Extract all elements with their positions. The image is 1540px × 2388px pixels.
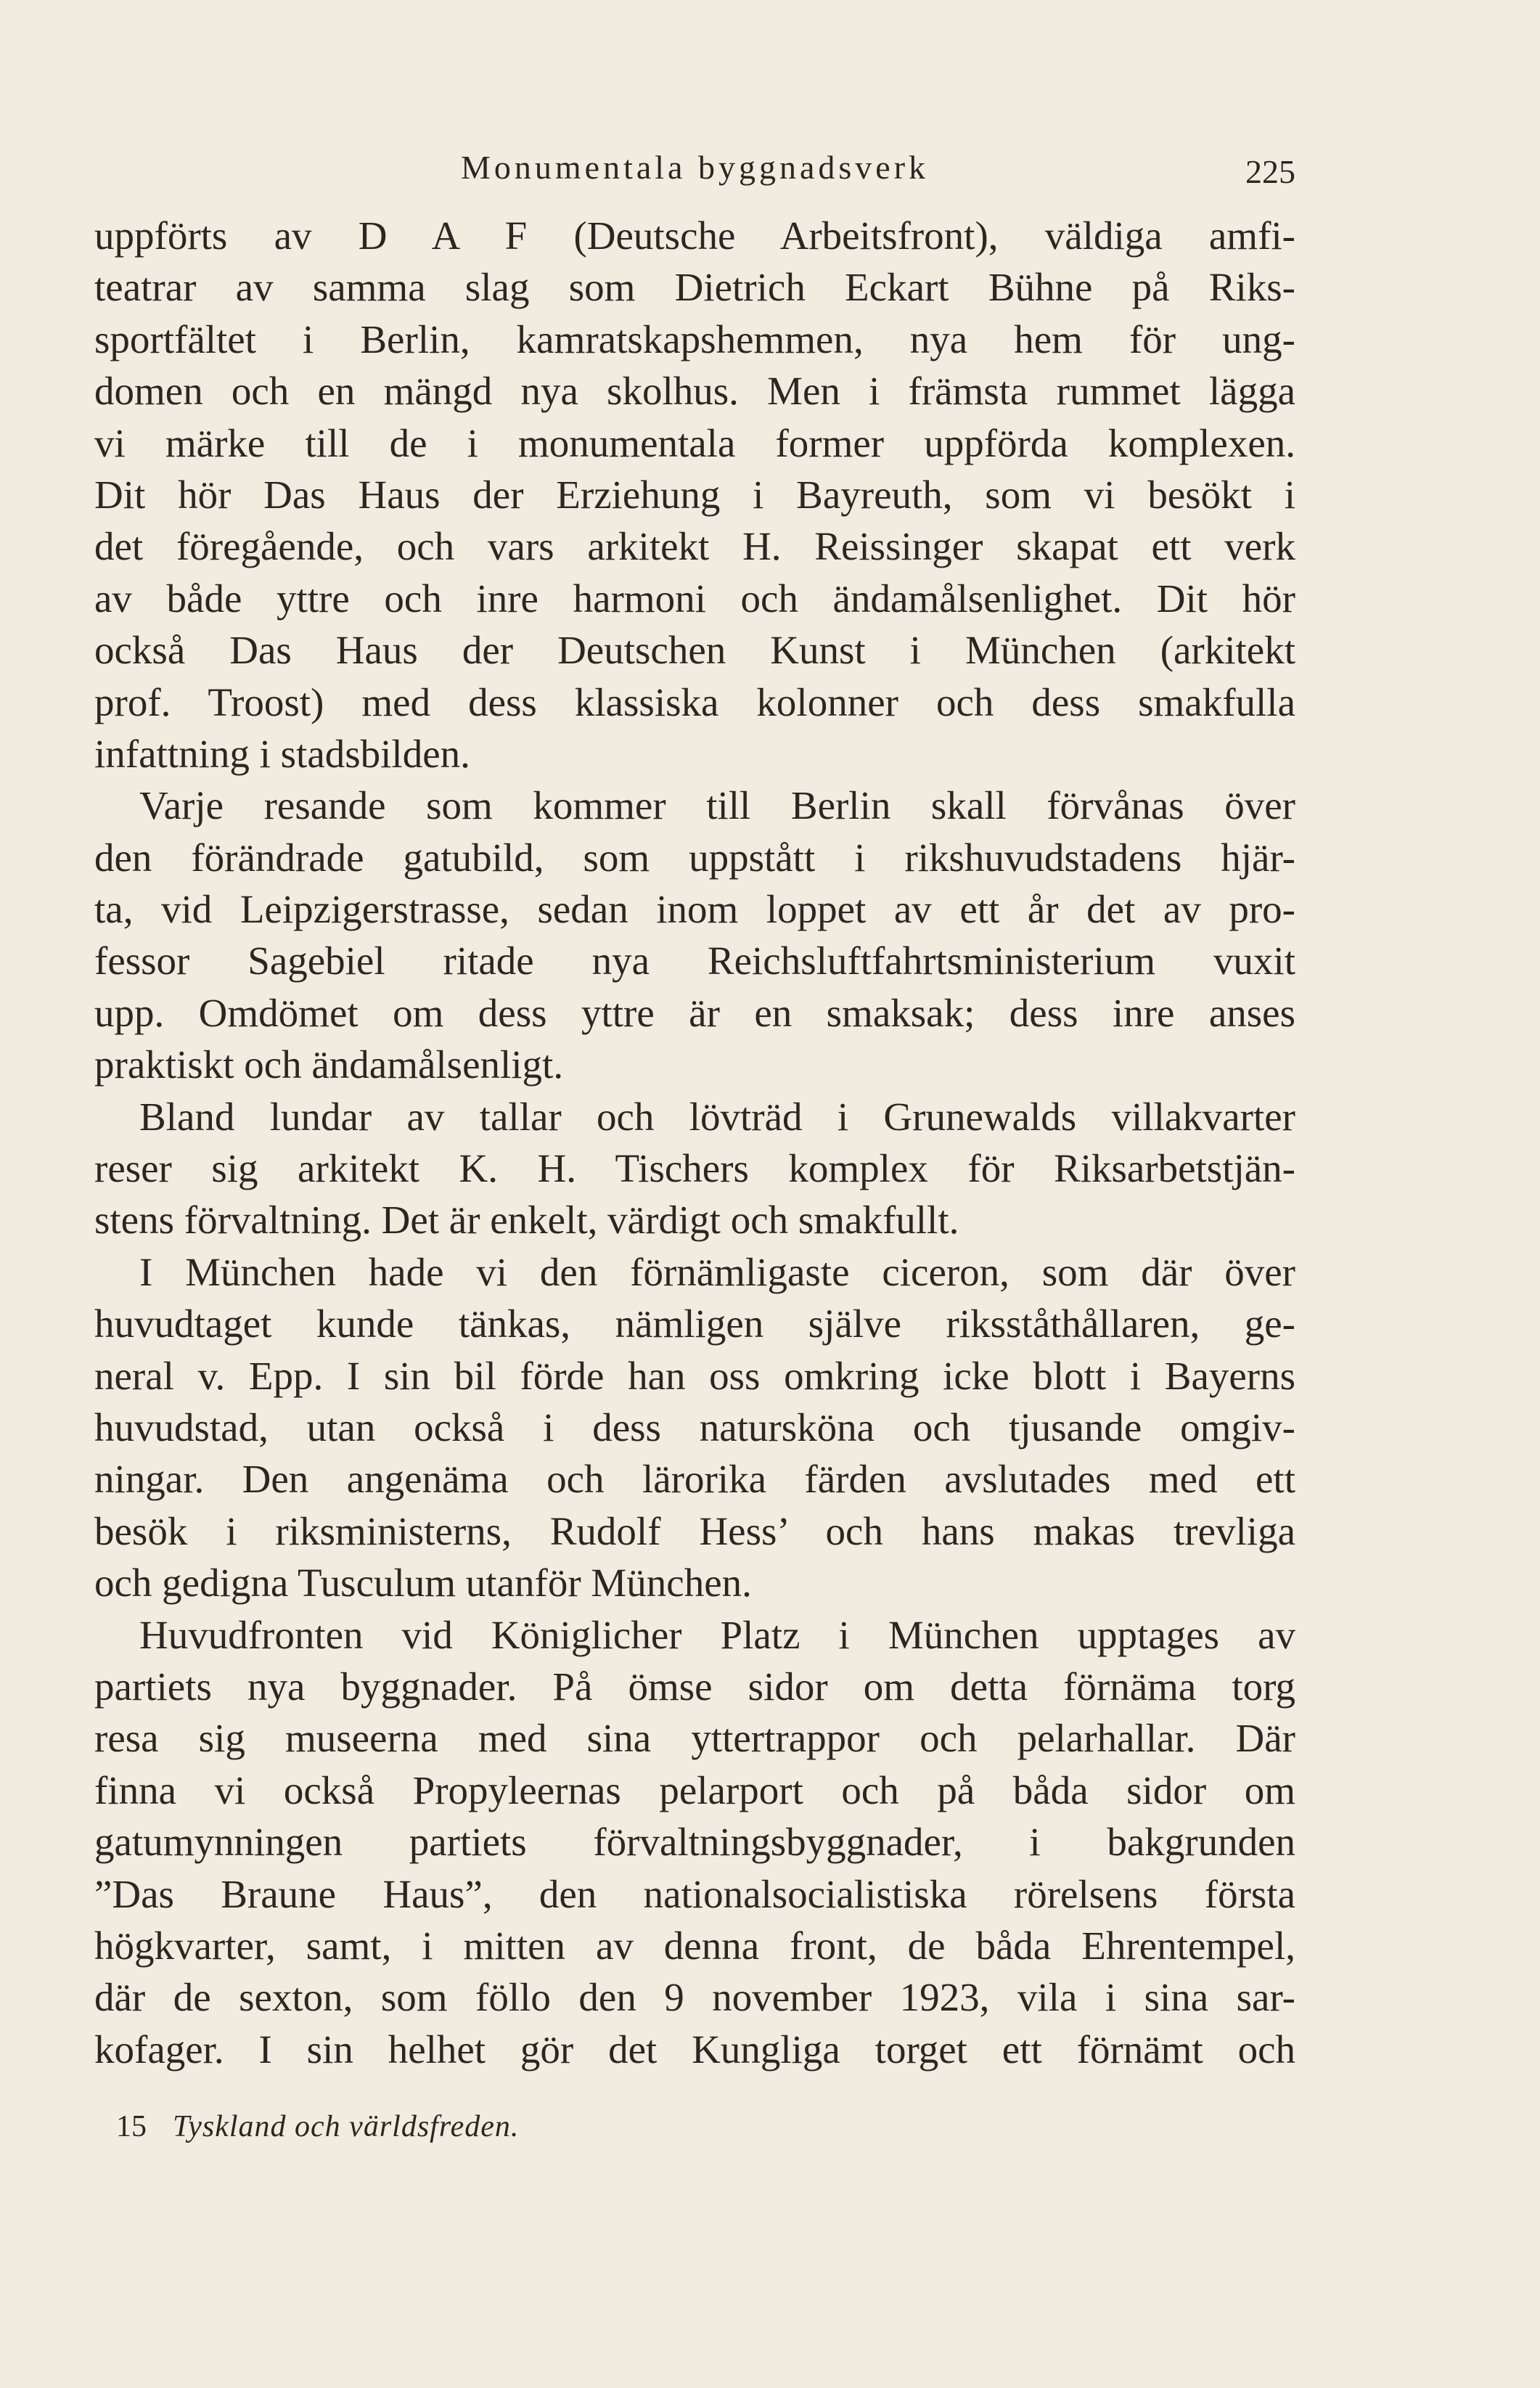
text-line: besök i riksministerns, Rudolf Hess’ och hans makas trevliga (94, 1508, 1295, 1553)
text-line: huvudstad, utan också i dess natursköna och tjusande omgiv- (94, 1404, 1295, 1449)
text-line: upp. Omdömet om dess yttre är en smaksak; dess inre anses (94, 990, 1295, 1035)
text-line: stens förvaltning. Det är enkelt, värdigt och smakfullt. (94, 1198, 959, 1243)
signature-footer (116, 2105, 519, 2148)
text-line: ”Das Braune Haus”, den nationalsocialistiska rörelsens första (94, 1871, 1295, 1916)
text-line: fessor Sagebiel ritade nya Reichsluftfahrtsministerium vuxit (94, 939, 1295, 984)
running-title: Monumentala byggnadsverk (460, 149, 930, 186)
text-line: högkvarter, samt, i mitten av denna front, de båda Ehrentempel, (94, 1923, 1295, 1968)
body-text (94, 210, 1295, 2075)
text-line: den förändrade gatubild, som uppstått i rikshuvudstadens hjär- (94, 835, 1295, 880)
signature-title: Tyskland och världsfreden. (173, 2110, 520, 2143)
text-line: Dit hör Das Haus der Erziehung i Bayreuth, som vi besökt i (94, 472, 1295, 517)
text-line: uppförts av D A F (Deutsche Arbeitsfront), väldiga amfi- (94, 213, 1295, 258)
text-line: resa sig museerna med sina yttertrappor och pelarhallar. Där (94, 1716, 1295, 1761)
text-line: huvudtaget kunde tänkas, nämligen själve riksståthållaren, ge- (94, 1301, 1295, 1346)
page-number: 225 (1245, 153, 1295, 190)
text-line: finna vi också Propyleernas pelarport och på båda sidor om (94, 1767, 1295, 1812)
text-line: partiets nya byggnader. På ömse sidor om detta förnäma torg (94, 1664, 1295, 1709)
text-line: prof. Troost) med dess klassiska kolonner och dess smakfulla (94, 679, 1295, 724)
text-line: domen och en mängd nya skolhus. Men i främsta rummet lägga (94, 369, 1295, 414)
text-line: vi märke till de i monumentala former uppförda komplexen. (94, 420, 1295, 465)
text-line: och gedigna Tusculum utanför München. (94, 1561, 752, 1606)
text-line: där de sexton, som föllo den 9 november 1923, vila i sina sar- (94, 1975, 1295, 2020)
text-line: det föregående, och vars arkitekt H. Reissinger skapat ett verk (94, 524, 1295, 569)
text-line: praktiskt och ändamålsenligt. (94, 1042, 564, 1087)
text-line: Bland lundar av tallar och lövträd i Grunewalds villakvarter (139, 1094, 1295, 1139)
text-line: reser sig arkitekt K. H. Tischers komplex för Riksarbetstjän- (94, 1146, 1295, 1191)
page-header (94, 142, 1295, 193)
text-line: ningar. Den angenäma och lärorika färden avslutades med ett (94, 1457, 1295, 1502)
text-line: Huvudfronten vid Königlicher Platz i München upptages av (139, 1612, 1295, 1657)
text-line: teatrar av samma slag som Dietrich Eckart Bühne på Riks- (94, 265, 1295, 310)
text-line: sportfältet i Berlin, kamratskapshemmen, nya hem för ung- (94, 316, 1295, 361)
text-line: av både yttre och inre harmoni och ändamålsenlighet. Dit hör (94, 576, 1295, 621)
text-line: infattning i stadsbilden. (94, 731, 470, 776)
text-line: I München hade vi den förnämligaste ciceron, som där över (139, 1249, 1295, 1294)
text-line: neral v. Epp. I sin bil förde han oss omkring icke blott i Bayerns (94, 1353, 1295, 1398)
text-line: också Das Haus der Deutschen Kunst i München (arkitekt (94, 628, 1295, 673)
text-line: kofager. I sin helhet gör det Kungliga torget ett förnämt och (94, 2027, 1295, 2072)
text-line: Varje resande som kommer till Berlin skall förvånas över (139, 783, 1295, 828)
signature-mark: 15 (116, 2110, 147, 2143)
text-line: gatumynningen partiets förvaltningsbyggnader, i bakgrunden (94, 1820, 1295, 1865)
text-line: ta, vid Leipzigerstrasse, sedan inom loppet av ett år det av pro- (94, 887, 1295, 932)
